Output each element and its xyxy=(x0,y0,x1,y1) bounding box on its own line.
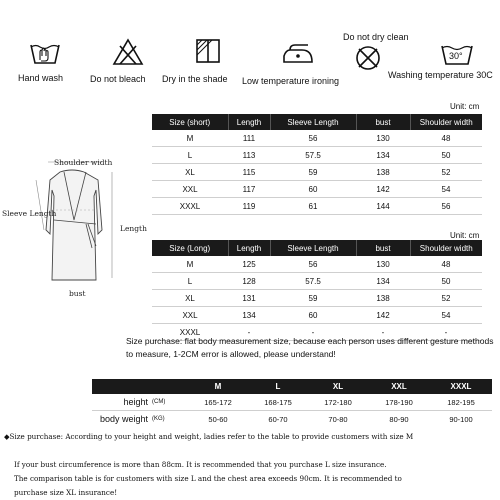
table-cell: - xyxy=(356,324,410,341)
hw-header-row xyxy=(92,379,492,394)
table-cell: 90-100 xyxy=(449,414,473,424)
table-cell: 59 xyxy=(270,290,356,307)
table-row xyxy=(152,273,482,290)
col-header: Shoulder width xyxy=(410,240,482,256)
no-bleach-label: Do not bleach xyxy=(90,74,146,84)
col-header: bust xyxy=(356,114,410,130)
table-cell: 48 xyxy=(410,130,482,147)
no-dry-clean-label: Do not dry clean xyxy=(343,32,409,42)
height-weight-table xyxy=(92,379,492,427)
col-header: Sleeve Length xyxy=(270,114,356,130)
table-row xyxy=(152,290,482,307)
height-row xyxy=(92,394,492,411)
height-label: height xyxy=(123,397,148,407)
table-row xyxy=(152,164,482,181)
table-cell: XXL xyxy=(152,181,228,198)
table-row xyxy=(152,181,482,198)
diagram-shoulder-width: Shoulder width xyxy=(54,158,113,167)
weight-unit: (KG) xyxy=(152,416,165,422)
table-cell: 60 xyxy=(270,181,356,198)
long-size-table xyxy=(152,240,482,341)
height-unit: (CM) xyxy=(152,399,166,405)
no-bleach-icon xyxy=(112,38,144,66)
size-header: L xyxy=(248,379,308,394)
table-cell: 128 xyxy=(228,273,270,290)
table-cell: 144 xyxy=(356,198,410,215)
table-cell: 59 xyxy=(270,164,356,181)
table-cell: - xyxy=(270,324,356,341)
no-dry-clean-icon xyxy=(354,44,382,72)
table-row xyxy=(152,198,482,215)
table-row xyxy=(152,256,482,273)
weight-label: body weight xyxy=(99,414,148,424)
table-cell: 56 xyxy=(410,198,482,215)
weight-row xyxy=(92,411,492,428)
table-cell: 50-60 xyxy=(208,414,228,424)
col-header: Length xyxy=(228,240,270,256)
table-cell: 60 xyxy=(270,307,356,324)
table-cell: L xyxy=(152,147,228,164)
table-cell: 57.5 xyxy=(270,273,356,290)
table-cell: 117 xyxy=(228,181,270,198)
col-header: Size (short) xyxy=(152,114,228,130)
table-row xyxy=(152,147,482,164)
table-cell: 70-80 xyxy=(328,414,348,424)
long-table-header xyxy=(152,240,482,256)
table-row xyxy=(152,130,482,147)
table-cell: 165-172 xyxy=(204,397,232,407)
low-iron-icon xyxy=(280,42,316,64)
wash-temp-value: 30° xyxy=(449,51,463,61)
table-cell: 115 xyxy=(228,164,270,181)
table-cell: XL xyxy=(152,164,228,181)
table-cell: 111 xyxy=(228,130,270,147)
low-iron-label: Low temperature ironing xyxy=(242,76,340,86)
col-header: Sleeve Length xyxy=(270,240,356,256)
footnote-line-4: purchase size XL insurance! xyxy=(14,488,118,497)
table-cell: 182-195 xyxy=(447,397,475,407)
table-cell: XXXL xyxy=(152,324,228,341)
diagram-sleeve-length: Sleeve Length xyxy=(2,209,57,218)
table-cell: 130 xyxy=(356,256,410,273)
table-cell: XL xyxy=(152,290,228,307)
table-row xyxy=(152,307,482,324)
table-cell: 134 xyxy=(356,273,410,290)
table-cell: 56 xyxy=(270,256,356,273)
table-cell: 50 xyxy=(410,147,482,164)
purchase-note: Size purchase: flat body measurement size, because each person uses different gesture methods to measure, 1-2CM error is allowed, please understand! xyxy=(126,336,494,359)
dry-shade-icon xyxy=(195,38,221,64)
table-cell: 119 xyxy=(228,198,270,215)
dry-shade-label: Dry in the shade xyxy=(162,74,228,84)
table-cell: 125 xyxy=(228,256,270,273)
table-cell: 172-180 xyxy=(324,397,352,407)
size-header: M xyxy=(188,379,248,394)
table-cell: 56 xyxy=(270,130,356,147)
col-header: bust xyxy=(356,240,410,256)
table-cell: 52 xyxy=(410,290,482,307)
footnote-line-3: The comparison table is for customers with size L and the chest area exceeds 90cm. It is recommended to xyxy=(14,474,402,483)
short-table-header xyxy=(152,114,482,130)
hand-wash-icon xyxy=(28,38,62,66)
long-table-unit: Unit: cm xyxy=(450,231,480,240)
table-cell: 178-190 xyxy=(385,397,413,407)
table-cell: L xyxy=(152,273,228,290)
table-cell: 50 xyxy=(410,273,482,290)
size-header: XXXL xyxy=(430,379,492,394)
table-cell: 138 xyxy=(356,164,410,181)
table-cell: 113 xyxy=(228,147,270,164)
col-header: Length xyxy=(228,114,270,130)
table-cell: 54 xyxy=(410,181,482,198)
table-cell: - xyxy=(410,324,482,341)
table-cell: M xyxy=(152,130,228,147)
short-size-table xyxy=(152,114,482,215)
table-cell: M xyxy=(152,256,228,273)
table-cell: 61 xyxy=(270,198,356,215)
size-header: XL xyxy=(308,379,368,394)
table-cell: - xyxy=(228,324,270,341)
table-cell: 80-90 xyxy=(389,414,409,424)
table-cell: 48 xyxy=(410,256,482,273)
diagram-length: Length xyxy=(120,224,147,233)
table-cell: XXXL xyxy=(152,198,228,215)
col-header: Size (Long) xyxy=(152,240,228,256)
short-table-unit: Unit: cm xyxy=(450,102,480,111)
table-cell: 142 xyxy=(356,307,410,324)
wash-temp-label: Washing temperature 30C xyxy=(388,70,493,80)
footnote-line-2: If your bust circumference is more than 88cm. It is recommended that you purchase L size insurance. xyxy=(14,460,387,469)
table-cell: 131 xyxy=(228,290,270,307)
hand-wash-label: Hand wash xyxy=(18,73,64,83)
table-cell: 52 xyxy=(410,164,482,181)
diagram-bust: bust xyxy=(69,289,86,298)
table-cell: 134 xyxy=(228,307,270,324)
table-cell: 54 xyxy=(410,307,482,324)
table-cell: 134 xyxy=(356,147,410,164)
wash-30-icon xyxy=(440,42,474,66)
table-cell: 138 xyxy=(356,290,410,307)
footnote-line-1: ◆Size purchase: According to your height and weight, ladies refer to the table to provide customers with size M xyxy=(4,432,414,441)
table-cell: XXL xyxy=(152,307,228,324)
table-cell: 142 xyxy=(356,181,410,198)
table-cell: 60-70 xyxy=(268,414,288,424)
col-header: Shoulder width xyxy=(410,114,482,130)
table-cell: 130 xyxy=(356,130,410,147)
table-cell: 57.5 xyxy=(270,147,356,164)
table-cell: 168-175 xyxy=(264,397,292,407)
size-header: XXL xyxy=(368,379,430,394)
